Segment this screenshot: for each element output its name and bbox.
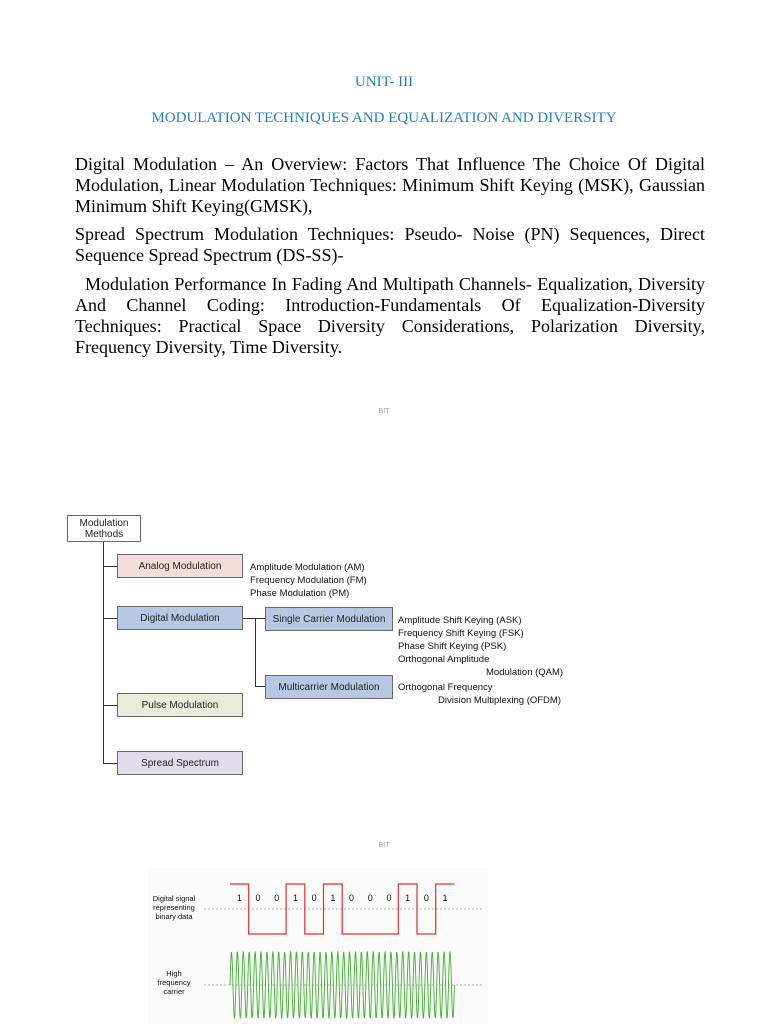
single-carrier-label: Single Carrier Modulation — [272, 613, 386, 625]
analog-item: Amplitude Modulation (AM) — [250, 562, 365, 573]
spread-spectrum-box — [117, 751, 243, 775]
diagram-root-box — [67, 515, 141, 542]
analog-items-list — [250, 561, 367, 600]
branch-line — [255, 618, 256, 686]
multicarrier-label: Multicarrier Modulation — [278, 681, 380, 693]
page-mark: BIT — [378, 842, 390, 849]
single-carrier-item: Frequency Shift Keying (FSK) — [398, 628, 524, 639]
syllabus-paragraph: Spread Spectrum Modulation Techniques: Pseudo- Noise (PN) Sequences, Direct Sequence Spread Spectrum (DS-SS)- — [75, 224, 705, 265]
branch-line — [243, 618, 265, 619]
bit-label: 0 — [367, 893, 373, 903]
root-label-line1: Modulation — [79, 517, 129, 529]
bit-label: 0 — [386, 893, 392, 903]
bit-label: 0 — [255, 893, 261, 903]
single-carrier-item: Phase Shift Keying (PSK) — [398, 641, 507, 652]
bit-label: 1 — [405, 893, 411, 903]
bit-label: 0 — [349, 893, 355, 903]
signal-label-line: Digital signal — [152, 894, 196, 903]
analog-item: Frequency Modulation (FM) — [250, 575, 367, 586]
branch-line — [103, 618, 117, 619]
digital-modulation-box — [117, 606, 243, 630]
bit-label: 1 — [330, 893, 336, 903]
multicarrier-item: Division Multiplexing (OFDM) — [438, 695, 561, 706]
signal-label-line: representing — [153, 903, 195, 912]
analog-item: Phase Modulation (PM) — [250, 588, 350, 599]
bit-label: 0 — [311, 893, 317, 903]
signal-label-line: binary data — [155, 912, 193, 921]
carrier-label-line: carrier — [163, 987, 185, 996]
single-carrier-items-list — [398, 614, 563, 679]
carrier-label-line: frequency — [157, 978, 191, 987]
branch-line — [103, 705, 117, 706]
single-carrier-item: Modulation (QAM) — [486, 667, 564, 678]
multicarrier-items-list — [398, 681, 561, 707]
syllabus-paragraph: Modulation Performance In Fading And Multipath Channels- Equalization, Diversity And Channel Coding: Introduction-Fundamentals Of Equalization-Diversity Techniques: Practical Space Diversity Considerations, Polarization Diversity, Frequency Diversity, Time Diversity. — [75, 274, 705, 357]
analog-modulation-box — [117, 554, 243, 578]
single-carrier-item: Orthogonal Amplitude — [398, 654, 490, 665]
modulation-waveform-figure — [148, 868, 488, 1024]
multicarrier-item: Orthogonal Frequency — [398, 682, 493, 693]
digital-modulation-label: Digital Modulation — [140, 612, 220, 624]
single-carrier-item: Amplitude Shift Keying (ASK) — [398, 615, 522, 626]
single-carrier-box — [265, 607, 393, 631]
branch-line — [255, 686, 265, 687]
branch-line — [103, 566, 117, 567]
waveform-svg — [148, 868, 488, 1024]
tree-trunk-line — [103, 542, 104, 764]
bit-label: 0 — [274, 893, 280, 903]
unit-heading: UNIT- III — [354, 74, 414, 90]
multicarrier-box — [265, 675, 393, 699]
analog-modulation-label: Analog Modulation — [138, 560, 222, 572]
branch-line — [103, 763, 117, 764]
bit-label: 1 — [292, 893, 298, 903]
carrier-label-line: High — [166, 969, 182, 978]
spread-spectrum-label: Spread Spectrum — [141, 757, 219, 769]
root-label-line2: Methods — [84, 528, 124, 540]
bit-label: 1 — [442, 893, 448, 903]
page-title: MODULATION TECHNIQUES AND EQUALIZATION AND DIVERSITY — [151, 110, 617, 126]
syllabus-paragraph: Digital Modulation – An Overview: Factors That Influence The Choice Of Digital Modulation, Linear Modulation Techniques: Minimum Shift Keying (MSK), Gaussian Minimum Shift Keying(GMSK), — [75, 154, 705, 216]
pulse-modulation-label: Pulse Modulation — [141, 699, 219, 711]
pulse-modulation-box — [117, 693, 243, 717]
bit-label: 0 — [423, 893, 429, 903]
bit-label: 1 — [236, 893, 242, 903]
page-mark: BIT — [378, 408, 390, 415]
